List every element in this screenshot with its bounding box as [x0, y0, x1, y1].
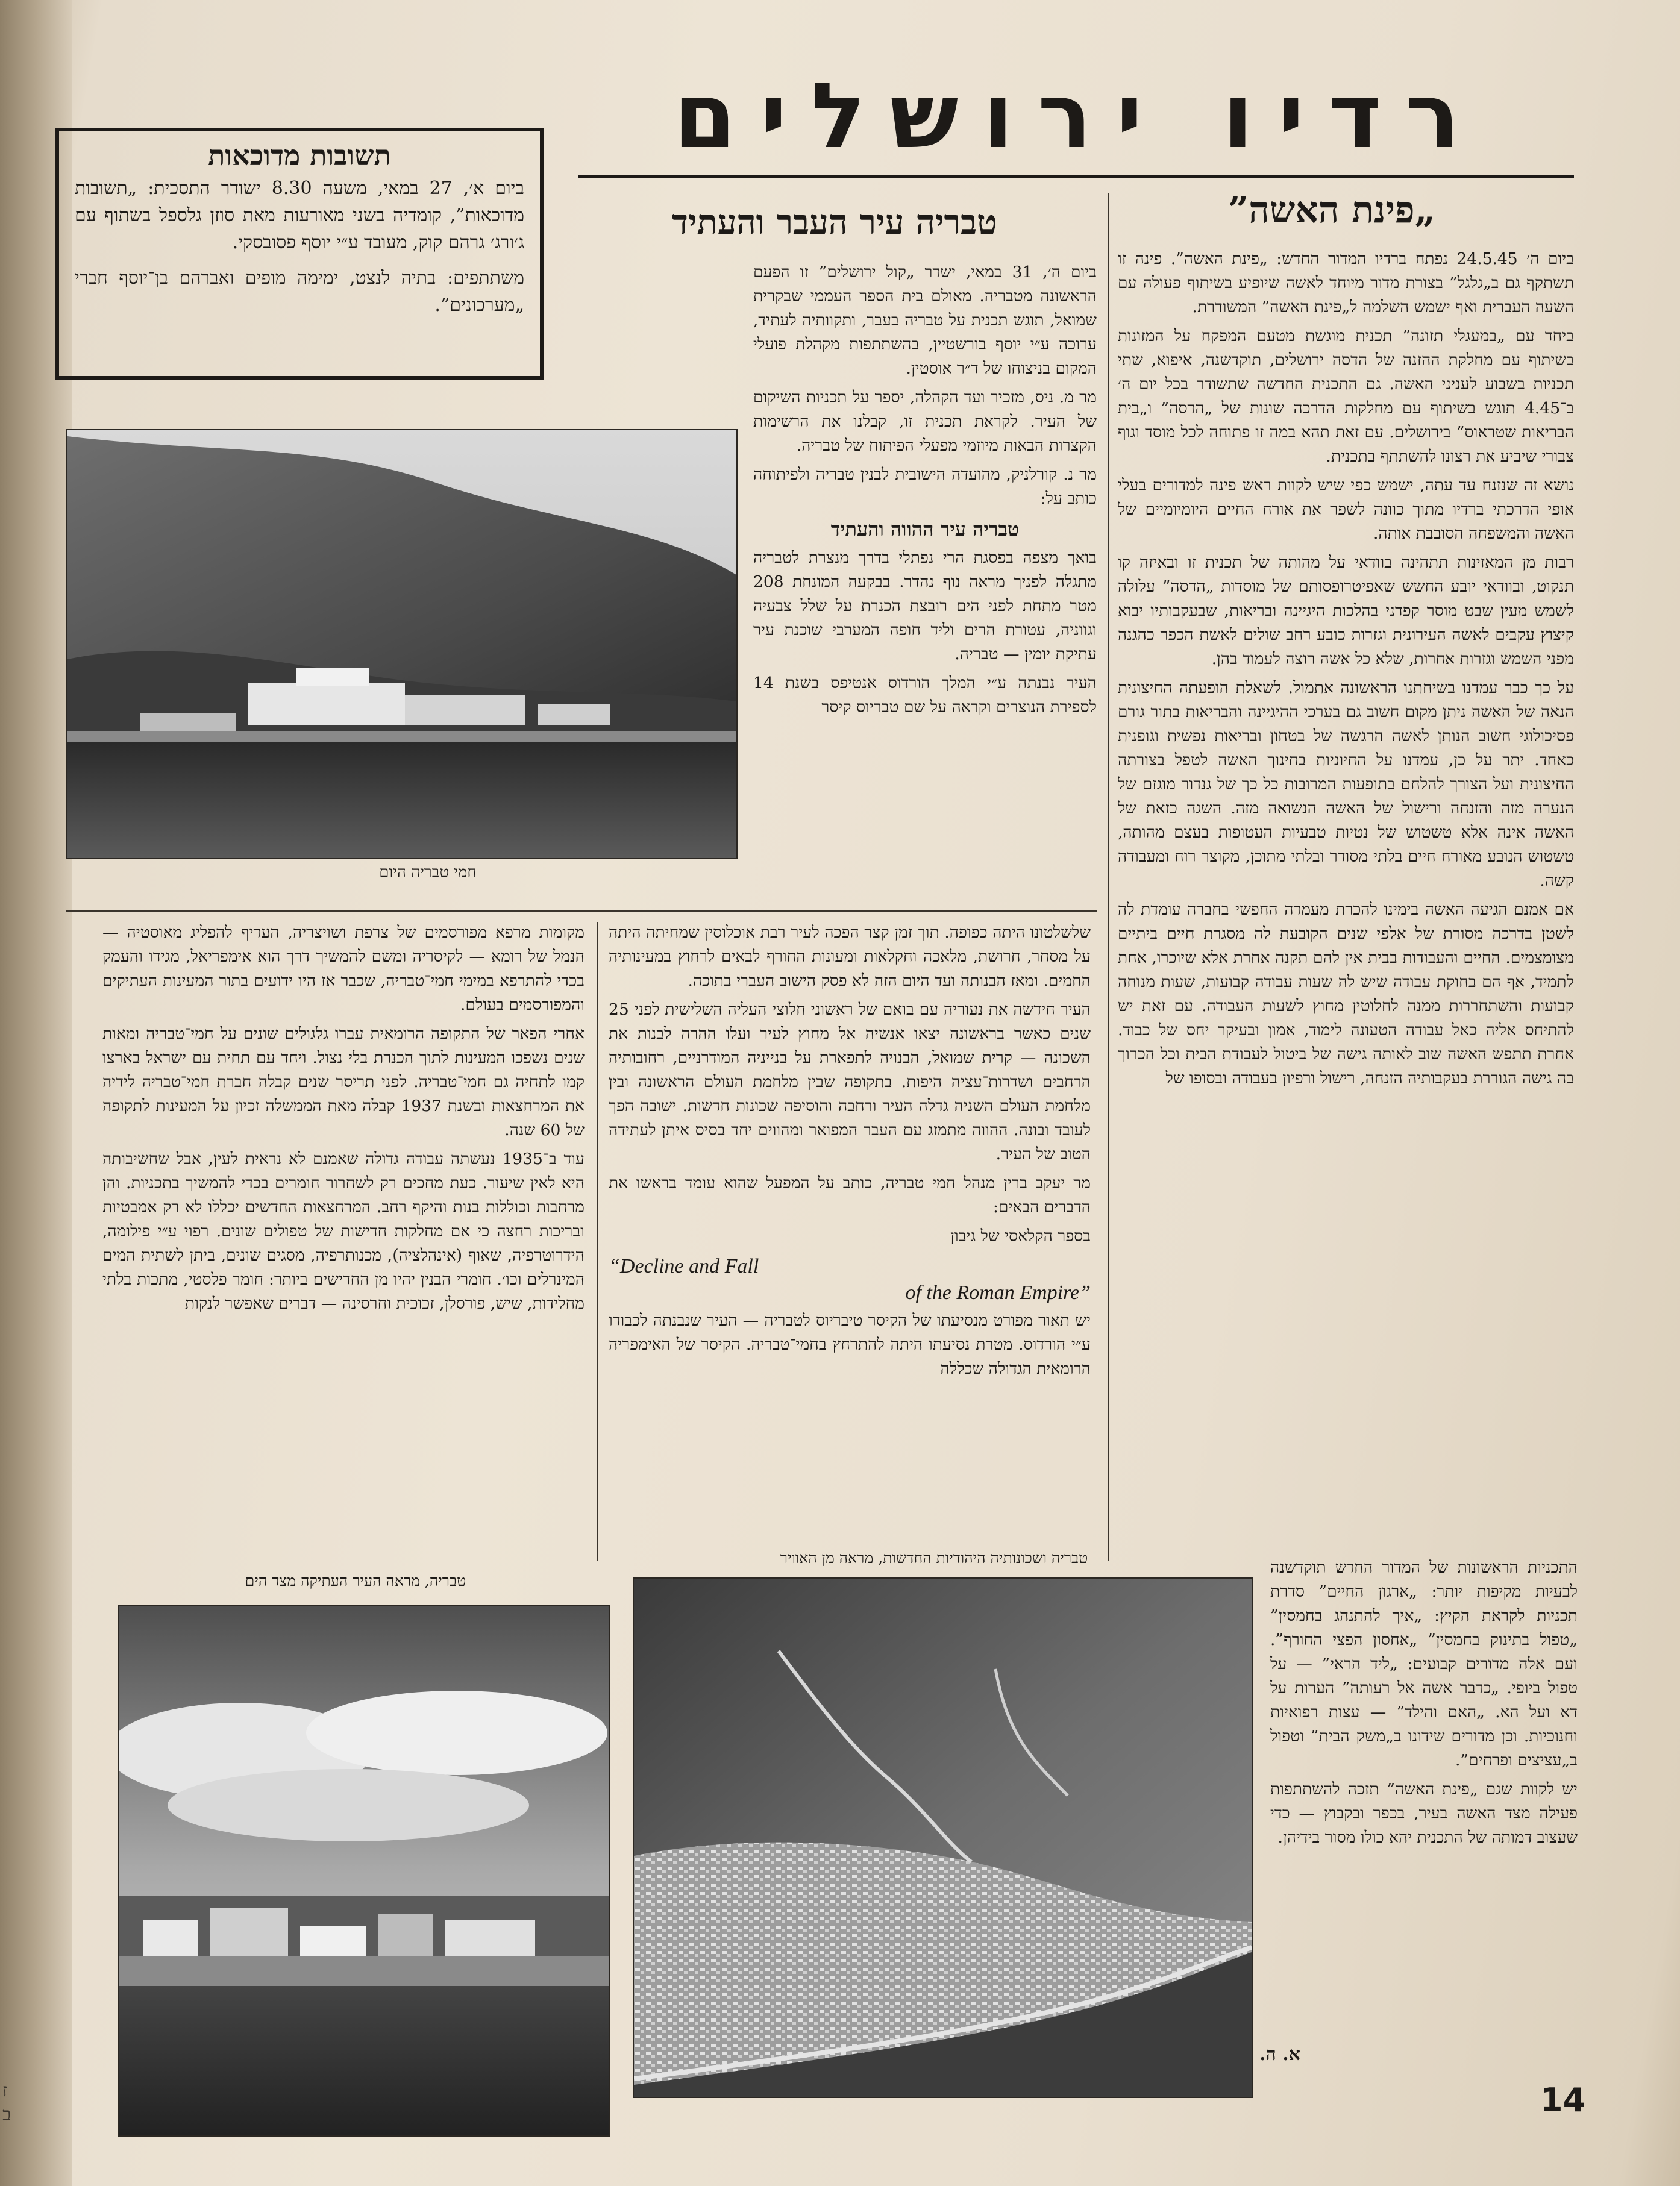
article-paragraph: בואך מצפה בפסגת הרי נפתלי בדרך מנצרת לטבריה מתגלה לפניך מראה נוף נהדר. בבקעה המונחת 208 מטר מתחת לפני הים רובצת הכנרת על שלל צבעיה וגווניה, עטורת הרים וליד חופה המערבי שוכנת עיר עתיקת יומין — טבריה. [753, 548, 1097, 663]
article-paragraph: העיר חידשה את נעוריה עם בואם של ראשוני חלוצי העליה השלישית לפני 25 שנים כאשר בראשונה יצאו אנשיה אל מחוץ לעיר ועלו ההרה לבנות את השכונה — קרית שמואל, הבנויה לתפארת על בנייניה המודרניים, רחובותיה הרחבים ושדרות־עציה היפות. בתקופה שבין מלחמת העולם הראשונה ובין מלחמת העולם השניה גדלה העיר ורחבה והוסיפה שכונות חדשות. ישובה הפך לעובד ובונה. ההווה מתמזג עם העבר המפואר ומהווים יחד בסיס איתן לעתידה הטוב של העיר. [609, 1000, 1091, 1163]
article-paragraph: רבות מן המאזינות תתהינה בוודאי על מהותה של תכנית זו ובאיזה קו תנקוט, ובוודאי יובע החשש שאפיטרופסותם של מוסדות „הדסה” עלולה לשמש מעין שבט מוסר קפדני בהלכות היגיינה ובריאות, שבעקבותיו יבוא קיצוץ עקבים לאשה העירונית וגזרות כובע רחב שולים לאשת הכפר כהגנה מפני השמש וגזרות אחרות, שלא כל אשה רוצה לעמוד בהן. [1118, 553, 1574, 668]
masthead-title: רדיו ירושלים [673, 64, 1484, 169]
article-paragraph: העיר נבנתה ע״י המלך הורדוס אנטיפס בשנת 14 לספירת הנוצרים וקראה על שם טבריוס קיסר [753, 674, 1097, 716]
article-paragraph: יש תאור מפורט מנסיעתו של הקיסר טיבריוס לטבריה — העיר שנבנתה לכבודו ע״י הורדוס. מטרת נסיעתו היתה להתרחץ בחמי־טבריה. הקיסר של האימפריה הרומאית הגדולה שכללה [609, 1311, 1091, 1378]
article-paragraph: שלשלטונו היתה כפופה. תוך זמן קצר הפכה לעיר רבת אוכלוסין שמחיתה היתה על מסחר, חרושת, מלאכה וחקלאות ומעונות החורף לבאים לרחוץ במעינותיה החמים. ומאז הבנותה ועד היום הזה לא פסק הישוב העברי בתוכה. [609, 923, 1091, 990]
column-divider [1108, 193, 1109, 1561]
article-paragraph: מר מ. ניס, מזכיר ועד הקהלה, יספר על תכניות השיקום של העיר. לקראת תכנית זו, קבלנו את הרשימות הקצרות הבאות מיוזמי מפעלי הפיתוח של טבריה. [753, 388, 1097, 455]
page-number: 14 [1540, 2081, 1586, 2119]
aerial-caption: טבריה ושכונותיה היהודיות החדשות, מראה מן האוויר [780, 1549, 1088, 1567]
program-notice-box [55, 128, 544, 380]
tiberias-subheading: טבריה עיר ההווה והעתיד [830, 518, 1020, 540]
margin-letter: ז [2, 2080, 8, 2101]
article-paragraph: על כך כבר עמדנו בשיחתנו הראשונה אתמול. לשאלת הופעתה החיצונית הנאה של האשה ניתן מקום חשוב גם בערכי ההיגיינה והבריאות בתור גורם פסיכולוגי חשוב הנותן לאשה הרגשה של בטחון ובריאות נפשית וגופנית כאחד. יתר על כן, עמדנו על החיוניות בחינוך האשה לטפל בצורתה החיצונית ועל הצורך להלחם בתופעות המרובות כל כך של גנדור מוגזם של הנערה מזה והזנחה ורישול של האשה הנשואה מזה. השגה כזאת של האשה אינה אלא טשטוש של נטיות טבעיות העטופות בעצם מהותה, טשטוש הנובע מאורח חיים בלתי מסודר ובלתי מתוכן, מקוצר רוח ומעבודה קשה. [1118, 678, 1574, 890]
notice-body: ביום א׳, 27 במאי, משעה 8.30 ישודר התסכית: „תשובות מדוכאות”, קומדיה בשני מאורעות מאת סוזן גלספל בשתוף עם ג׳ורג׳ גרהם קוק, מעובד ע״י יוסף פסובסקי. [75, 178, 524, 253]
article-paragraph: נושא זה שנזנח עד עתה, ישמש כפי שיש לקוות ראש פינה למדורים בעלי אופי הדרכתי ברדיו מתוך כוונה לשפר את אורח החיים היומיומיים של האשה והמשפחה הסובבת אותה. [1118, 476, 1574, 543]
article-paragraph: ביחד עם „במעגלי תזונה” תכנית מוגשת מטעם המפקח על המזונות בשיתוף עם מחלקת ההזנה של הדסה ירושלים, תוקדשנה, איפוא, שתי תכניות בשבוע לעניני האשה. גם התכנית החדשה שתשודר בכל יום ה׳ ב־4.45 תוגש בשיתוף עם מחלקות הדרכה שונות של „הדסה” ו„בית הבריאות שטראוס” בירושלים. עם זאת תהא במה זו פתוחה לכל מוסד וגוף צבורי שיביע את רצונו להשתתף בתכנית. [1118, 327, 1574, 466]
quote-line: of the Roman Empire” [905, 1282, 1091, 1304]
article-paragraph: מקומות מרפא מפורסמים של צרפת ושויצריה, העדיף להפליג מאוסטיה — הנמל של רומא — לקיסריה ומשם להמשיך דרך הוא אימפריאל, מגידו והעמק בכדי להתרפא במימי חמי־טבריה, שכבר אז היו ידועים בתור המעינות העתיקים והמפורסמים בעולם. [102, 923, 585, 1014]
article-paragraph: יש לקוות שגם „פינת האשה” תזכה להשתתפות פעילה מצד האשה בעיר, בכפר ובקבוץ — כדי שעצוב דמותה של התכנית יהא כולו מסור בידיהן. [1270, 1780, 1578, 1847]
article-paragraph: עוד ב־1935 נעשתה עבודה גדולה שאמנם לא נראית לעין, אבל שחשיבותה היא לאין שיעור. כעת מחכים רק לשחרור חומרים בכדי להמשיך בתכניות. והן מרחבות וכוללות בנות והיקף רחב. המרחצאות החדשים יכללו לא רק אמבטיות ובריכות רחצה כי אם מחלקות חדישות של טפולים שונים. רפוי ע״י פילומה, הידרוטרפיה, שאוף (אינהלציה), מכנותרפיה, מסגים שונים, ביתן לשתית המים המינרלים וכו׳. חומרי הבנין יהיו מן החדישים ביותר: חומר פלסטי, מתכות בלתי מחלידות, שיש, פורסלן, זכוכית וחרסינה — דברים שאפשר לנקות [102, 1150, 585, 1313]
women-corner-column [1118, 247, 1574, 1561]
article-paragraph: התכניות הראשונות של המדור החדש תוקדשנה לבעיות מקיפות יותר: „ארגון החיים” סדרת תכניות לקראת הקיץ: „איך להתנהג בחמסין” „טפול בתינוק בחמסין” „אחסון הפצי החורף”. ועם אלה מדורים קבועים: „ליד הראי” — על טפול ביופי. „כדבר אשה אל רעותה” הערות על דא ועל הא. „האם והילד” — עצות רפואיות וחנוכיות. וכן מדורים שידונו ב„משק הבית” וטפול ב„עציצים ופרחים”. [1270, 1558, 1578, 1770]
women-corner-headline: „פינת האשה” [1227, 189, 1436, 231]
article-paragraph: מר נ. קורלניק, מהועדה הישובית לבנין טבריה ולפיתוחה כותב על: [753, 465, 1097, 508]
tiberias-intro-column [753, 260, 1097, 911]
tiberias-left-column [102, 921, 585, 1565]
article-paragraph: מר יעקב ברין מנהל חמי טבריה, כותב על המפעל שהוא עומד בראשו את הדברים הבאים: [609, 1174, 1091, 1217]
notice-title: תשובות מדוכאות [208, 139, 391, 172]
margin-letter: ב [2, 2104, 11, 2125]
masthead-rule [578, 175, 1574, 178]
article-paragraph: ביום ה׳, 31 במאי, ישדר „קול ירושלים” זו הפעם הראשונה מטבריה. מאולם בית הספר העממי שבקרית שמואל, תוגש תכנית על טבריה בעבר, ותקוותיה לעתיד, ערוכה ע״י יוסף בורשטיין, בהשתתפות מקהלת פועלי המקום בניצוחו של ד״ר אוסטין. [753, 263, 1097, 378]
hot-springs-caption: חמי טבריה היום [379, 863, 477, 882]
quote-line: “Decline and Fall [609, 1255, 759, 1277]
hot-springs-photo [66, 429, 738, 859]
section-divider [66, 910, 1097, 912]
women-corner-continuation [1270, 1556, 1578, 2020]
aerial-photo [633, 1577, 1253, 2098]
article-paragraph: בספר הקלאסי של גיבון [950, 1227, 1091, 1245]
article-paragraph: ביום ה׳ 24.5.45 נפתח ברדיו המדור החדש: „פינת האשה”. פינה זו תשתקף גם ב„גלגל” בצורת מדור מיוחד לאשה שיופיע בשיתוף פעולה עם השעה העברית ואף ישמש השלמה ל„פינת האשה” המשודרת. [1118, 249, 1574, 316]
tiberias-headline: טבריה עיר העבר והעתיד [672, 202, 997, 242]
notice-cast: משתתפים: בתיה לנצט, ימימה מופים ואברהם בן־יוסף חברי „מערכונים”. [75, 268, 524, 316]
article-paragraph: אחרי הפאר של התקופה הרומאית עברו גלגולים שונים על חמי־טבריה ומאות שנים נשפכו המעינות לתוך הכנרת בלי נצול. ויחד עם תחית עם ישראל בארצו קמו לתחיה גם חמי־טבריה. לפני תריסר שנים קבלה חברת חמי־טבריה לידיה את המרחצאות ובשנת 1937 קבלה מאת הממשלה זכיון על המעינות לתקופה של 60 שנה. [102, 1024, 585, 1139]
author-signature: א. ה. [1259, 2044, 1300, 2065]
tiberias-middle-column [609, 921, 1091, 1565]
old-city-photo [118, 1605, 610, 2137]
article-paragraph: אם אמנם הגיעה האשה בימינו להכרת מעמדה החפשי בחברה עומדת לה לשטן בדרכה מסורת של אלפי שנים הקובעת לה מסגרת חיים ביתיים מצומצמים. החיים והעבודות בבית אין להם תקנה אחרת אלא שיוכרו, אחת לתמיד, אף הם בחוקת עבודה שיש לה שעות עבודה קבועות, שעות מנוחה קבועות והשתחררות ממנה לחלוטין מחוץ לשעות העבודה. עם זאת יש להתיחס אליה כאל עבודה הטעונה לימוד, אמון ובעיקר יחס של כבוד. אחרת תתפש האשה שוב לאותה גישה של ביטול לעבודת הבית וכל הכרוך בה גישה הגוררת בעקבותיה הזנחה, רישול ורפיון בעבודה ובסופו של [1118, 900, 1574, 1088]
english-book-title [609, 1253, 1091, 1306]
old-city-caption: טבריה, מראה העיר העתיקה מצד הים [245, 1572, 466, 1589]
column-divider [597, 922, 598, 1561]
